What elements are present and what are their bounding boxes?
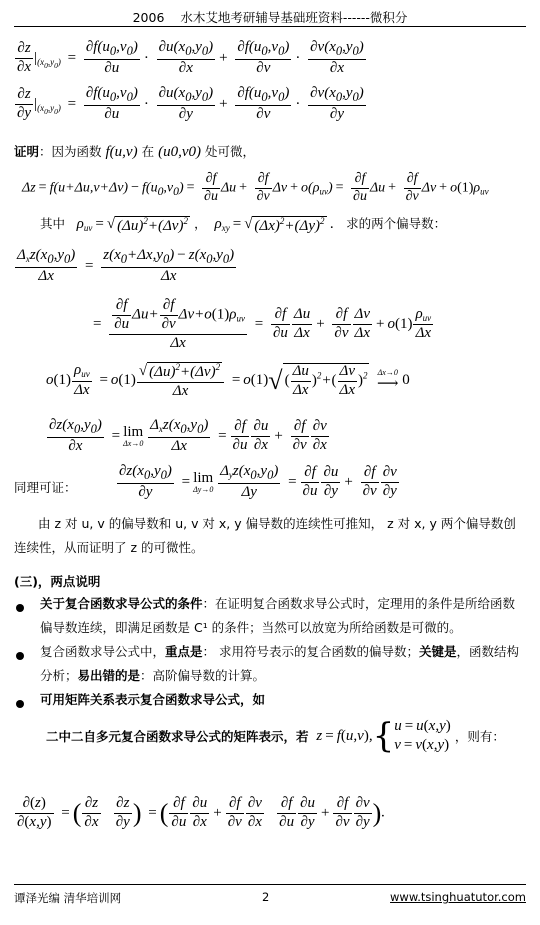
proof-conclusion: 由 z 对 u, v 的偏导数和 u, v 对 x, y 偏导数的连续性可推知， z 对 x, y 两个偏导数创连续性，从而证明了 z 的可微性。 bbox=[14, 516, 516, 555]
where-line: 其中 $\rho_{uv}$ = √ $(\Delta u)^2+(\Delta v)^2$ ， $\rho_{xy}$ = √ $(\Delta x)^2+(\Delta y)^2$ . 求的两个偏导数： bbox=[40, 215, 447, 234]
footer-page-number: 2 bbox=[262, 890, 270, 904]
bullet-2 bbox=[40, 640, 522, 688]
bullet-3: 可用矩阵关系表示复合函数求导公式，如 bbox=[40, 692, 266, 707]
bullet-2-b1: 重点是 bbox=[165, 644, 203, 659]
bullet-dot-1 bbox=[16, 604, 24, 612]
bullet-1 bbox=[40, 592, 522, 640]
bullet-dot-3 bbox=[16, 700, 24, 708]
proof-label: 证明 bbox=[14, 144, 40, 159]
footer-rule bbox=[14, 884, 526, 885]
formula-dz-dy: $\frac{\partial z}{\partial y}$ $|_{(x_0,y_0)}$ = $\frac{\partial f(u_0,v_0)}{\partial u}$ · $\frac{\partial u(x_0,y_0)}{\partial y}$ + $\frac{\partial f(u_0,v_0)}{\partial v}$ · $\frac{\partial v(x_0,y_0)}{\partial y}$ bbox=[17, 85, 364, 123]
where-text: 求的两个偏导数： bbox=[346, 216, 447, 231]
proof-intro-a: ：因为函数 bbox=[39, 144, 102, 159]
proof-intro bbox=[14, 142, 255, 160]
matrix-line-text: 二中二自多元复合函数求导公式的矩阵表示，若 bbox=[46, 729, 309, 744]
similarly-label: 同理可证： bbox=[14, 480, 77, 495]
formula-dz-dx: $\frac{\partial z}{\partial x}$ $|_{(x_0,y_0)}$ = $\frac{\partial f(u_0,v_0)}{\partial u}$ · $\frac{\partial u(x_0,y_0)}{\partial x}$ + $\frac{\partial f(u_0,v_0)}{\partial v}$ · $\frac{\partial v(x_0,y_0)}{\partial x}$ bbox=[17, 39, 364, 77]
matrix-line-then: ，则有： bbox=[454, 729, 505, 744]
proof-intro-b: 在 bbox=[141, 144, 155, 159]
bullet-2-c: ： 求用符号表示的复合函数的偏导数； bbox=[202, 644, 420, 659]
header-year: 2006 bbox=[132, 10, 165, 25]
proof-intro-c: 处可微， bbox=[204, 144, 255, 159]
formula-limit-y: $\frac{\partial z(x_0,y_0)}{\partial y}$ = lim Δy→0 $\frac{\Delta_yz(x_0,y_0)}{\Delta y}$ = $\frac{\partial f}{\partial u}$ $\frac{\partial u}{\partial y}$ + $\frac{\partial f}{\partial v}$ $\frac{\partial v}{\partial y}$ bbox=[119, 463, 397, 501]
bullet-1-bold: 关于复合函数求导公式的条件 bbox=[40, 596, 203, 611]
header-title: 水木艾地考研辅导基础班资料------微积分 bbox=[180, 10, 408, 25]
bullet-2-a: 复合函数求导公式中， bbox=[40, 644, 166, 659]
formula-delta-z: $\Delta z = f(u+\Delta u,v+\Delta v) - f(u_0,v_0)$ = $\frac{\partial f}{\partial u}$ Δu + $\frac{\partial f}{\partial v}$ $\Delta v + o(\rho_{uv})$ = $\frac{\partial f}{\partial u}$ Δu + $\frac{\partial f}{\partial v}$ $\Delta v + o(1)\rho_{uv}$ bbox=[22, 171, 489, 204]
formula-o1-limit: o(1) $\frac{\rho_{uv}}{\Delta x}$ = o(1) $\frac{√ (\Delta u)^2+(\Delta v)^2}{\Delta x}$ = o(1)√ ( $\frac{\Delta u}{\Delta x}$ )$^2$+( $\frac{\Delta v}{\Delta x}$ )$^2$ Δx→0 ⟶ 0 bbox=[46, 362, 410, 399]
bullet-2-d: ，函数结构分析； bbox=[40, 644, 520, 683]
bullet-dot-2 bbox=[16, 652, 24, 660]
footer-url-link[interactable]: www.tsinghuatutor.com bbox=[390, 890, 526, 904]
where-comma: ， bbox=[194, 216, 207, 231]
section-title: (三)，两点说明 bbox=[14, 574, 101, 589]
proof-intro-pt: (u0,v0) bbox=[158, 144, 201, 160]
formula-expansion: = $\frac{\partial f}{\partial u}$ Δu+ $\frac{\partial f}{\partial v}$ $\Delta v+o(1)\rho_{uv}$ Δx = $\frac{\partial f}{\partial u}$ $\frac{\Delta u}{\Delta x}$ + $\frac{\partial f}{\partial v}$ $\frac{\Delta v}{\Delta x}$ + o(1) $\frac{\rho_{uv}}{\Delta x}$ bbox=[93, 297, 432, 351]
formula-partial-increment: $\frac{\Delta_xz(x_0,y_0)}{\Delta x}$ = $\frac{z(x_0+\Delta x,y_0) - z(x_0,y_0)}{\Delta x}$ bbox=[17, 247, 235, 285]
matrix-line: 二中二自多元复合函数求导公式的矩阵表示，若 z = f(u,v),{ u = u(x,y) v = v(x,y) ，则有： bbox=[46, 716, 505, 756]
where-label: 其中 bbox=[40, 216, 66, 231]
formula-jacobian: $\frac{\partial(z)}{\partial(x,y)}$ = ( $\frac{\partial z}{\partial x}$ $\frac{\partial z}{\partial y}$ ) = ( $\frac{\partial f}{\partial u}$ $\frac{\partial u}{\partial x}$ + $\frac{\partial f}{\partial v}$ $\frac{\partial v}{\partial x}$ $\frac{\partial f}{\partial u}$ $\frac{\partial u}{\partial y}$ + $\frac{\partial f}{\partial v}$ $\frac{\partial v}{\partial y}$ ). bbox=[17, 795, 386, 830]
page-header bbox=[0, 8, 540, 26]
bullet-2-b2: 关键是 bbox=[419, 644, 457, 659]
bullet-2-e: ：高阶偏导数的计算。 bbox=[140, 668, 266, 683]
header-rule bbox=[14, 26, 526, 27]
bullet-1-text: ：在证明复合函数求导公式时，定理用的条件是所给函数偏导数连续，即满足函数是 C¹ 的条件；当然可以放宽为所给函数是可微的。 bbox=[40, 596, 516, 635]
formula-limit-x: $\frac{\partial z(x_0,y_0)}{\partial x}$ = lim Δx→0 $\frac{\Delta_xz(x_0,y_0)}{\Delta x}$ = $\frac{\partial f}{\partial u}$ $\frac{\partial u}{\partial x}$ + $\frac{\partial f}{\partial v}$ $\frac{\partial v}{\partial x}$ bbox=[49, 417, 327, 455]
footer-author: 谭泽光编 清华培训网 bbox=[14, 891, 122, 905]
bullet-2-b3: 易出错的是 bbox=[77, 668, 141, 683]
proof-intro-f: f(u,v) bbox=[105, 144, 138, 160]
